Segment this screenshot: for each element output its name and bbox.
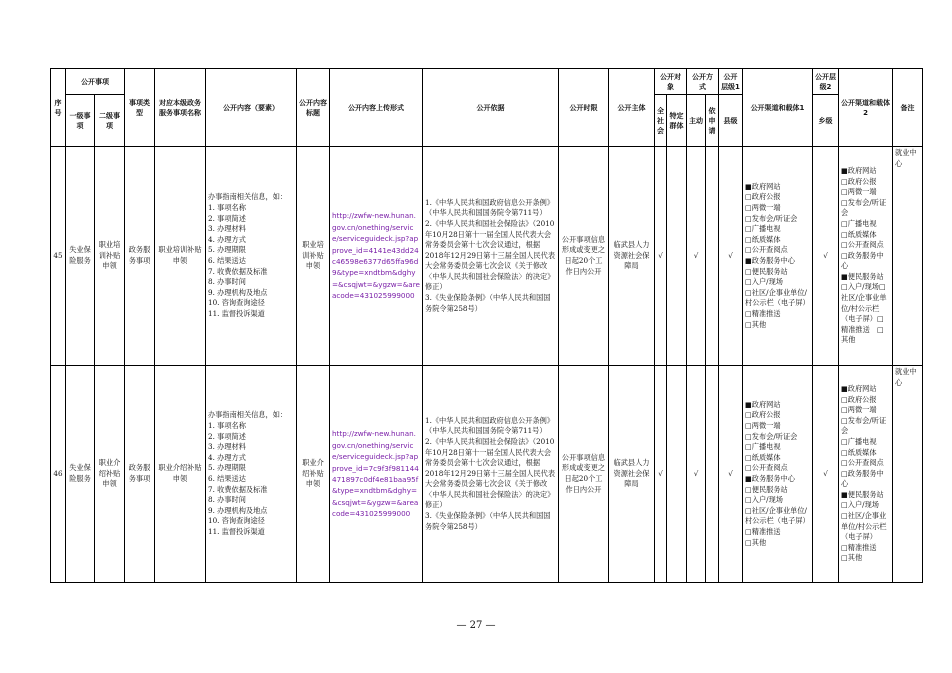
list-line: 11. 监督投诉渠道 [208, 526, 265, 536]
list-line: 8. 办事时间 [208, 495, 246, 505]
list-line: 11. 监督投诉渠道 [208, 308, 265, 318]
list-line: □发布会/听证会 [745, 431, 798, 441]
list-line: 5. 办理期限 [208, 463, 246, 473]
row-town-check: √ [813, 366, 839, 583]
list-line: □入户/现场 [745, 495, 783, 505]
row-remark: 就业中心 [893, 147, 923, 366]
list-line: □政务服务中心 [841, 250, 884, 271]
list-line: □发布会/听证会 [745, 213, 798, 223]
row-subject: 临武县人力资源社会保障局 [609, 366, 655, 583]
header-first-level: 一级事项 [66, 95, 95, 147]
list-line: 4. 办理方式 [208, 234, 246, 244]
list-line: ■政府网站 [841, 383, 877, 393]
list-line: □两微一端 [841, 187, 877, 197]
header-seq: 序号 [51, 69, 66, 147]
list-line: □精准推送 [841, 542, 877, 552]
list-line: □两微一端 [745, 421, 781, 431]
list-line: 5. 办理期限 [208, 245, 246, 255]
list-line: □政府公报 [745, 410, 781, 420]
row-content-title: 职业介绍补贴申领 [297, 366, 330, 583]
header-time-limit: 公开时限 [559, 69, 609, 147]
list-line: □政府公报 [745, 192, 781, 202]
list-line: ■便民服务站 [841, 489, 884, 499]
header-level2: 公开层级2 [813, 69, 839, 95]
list-line: □政府公报 [841, 176, 877, 186]
list-line: □公开查阅点 [745, 245, 788, 255]
list-line: □广播电视 [841, 436, 877, 446]
row-gov-service: 职业介绍补贴申领 [155, 366, 206, 583]
list-line: □入户/现场 [745, 277, 783, 287]
list-line: 3.《失业保险条例》（中华人民共和国国务院令第258号） [425, 293, 551, 313]
list-line: 1.《中华人民共和国政府信息公开条例》（中华人民共和国国务院令第711号） [425, 415, 555, 436]
list-line: □公开查阅点 [841, 240, 884, 250]
list-line: □纸质媒体 [745, 234, 781, 244]
list-line: 1.《中华人民共和国政府信息公开条例》（中华人民共和国国务院令第711号） [425, 197, 555, 218]
disclosure-table [50, 68, 923, 583]
row-method-request-check [706, 147, 719, 366]
list-line: 2. 事项简述 [208, 431, 246, 441]
header-target-specific: 特定群体 [667, 95, 687, 147]
row-guide-link[interactable]: http://zwfw-new.hunan.gov.cn/onething/service/serviceguideck.jsp?approve_id=4141e43dd24c46598e6377d65ffa96d9&type=xndtbm&dghy=&csqjwt=&ygzw=&areacode=431025999000 [330, 147, 423, 366]
list-line: ■政务服务中心 [745, 474, 795, 483]
list-line: □政务服务中心 [841, 468, 884, 489]
header-content: 公开内容（要素） [206, 69, 297, 147]
row-basis [423, 366, 559, 583]
list-line: □入户/现场□社区/企事业单位/村公示栏（电子屏）□精准推送 □其他 [841, 282, 887, 345]
list-line: 3. 办理材料 [208, 224, 246, 234]
row-county-check: √ [719, 366, 743, 583]
row-first-level: 失业保险服务 [66, 147, 95, 366]
list-line: □其他 [745, 537, 767, 547]
row-seq: 45 [51, 147, 66, 366]
list-line: 8. 办事时间 [208, 277, 246, 287]
list-line: □社区/企事业单位/村公示栏（电子屏） [745, 287, 810, 308]
list-line: □广播电视 [745, 442, 781, 452]
list-line: 办事指南相关信息，如： [208, 192, 288, 202]
list-line: □其他 [841, 553, 863, 563]
row-county-check: √ [719, 147, 743, 366]
row-remark: 就业中心 [893, 366, 923, 583]
header-method-request: 依申请 [706, 95, 719, 147]
row-content [206, 147, 297, 366]
list-line: □社区/企事业单位/村公示栏（电子屏） [841, 511, 887, 542]
header-gov-service: 对应本级政务服务事项名称 [155, 69, 206, 147]
row-basis [423, 147, 559, 366]
row-town-check: √ [813, 147, 839, 366]
table-row [51, 147, 923, 366]
row-second-level: 职业培训补贴申领 [95, 147, 125, 366]
row-time-limit: 公开事项信息形成或变更之日起20个工作日内公开 [559, 147, 609, 366]
list-line: □广播电视 [841, 218, 877, 228]
row-channel2 [839, 147, 893, 366]
list-line: □精准推送 [745, 526, 781, 536]
header-target-all: 全社会 [655, 95, 667, 147]
row-time-limit: 公开事项信息形成或变更之日起20个工作日内公开 [559, 366, 609, 583]
list-line: 9. 办理机构及地点 [208, 287, 268, 297]
list-line: 3. 办理材料 [208, 442, 246, 452]
list-line: 2.《中华人民共和国社会保险法》（2010年10月28日第十一届全国人民代表大会常务委员会第十七次会议通过，根据2018年12月29日第十三届全国人民代表大会常务委员会第七次会议《关于修改〈中华人民共和国社会保险法〉的决定》修正） [425, 436, 556, 510]
header-level2-town: 乡级 [813, 95, 839, 147]
header-channel1: 公开渠道和载体1 [743, 69, 813, 147]
list-line: □两微一端 [841, 405, 877, 415]
list-line: ■政府网站 [745, 181, 781, 191]
list-line: □纸质媒体 [745, 452, 781, 462]
list-line: 7. 收费依据及标准 [208, 266, 268, 276]
header-content-title: 公开内容标题 [297, 69, 330, 147]
page-number: — 27 — [456, 620, 496, 631]
header-method-active: 主动 [687, 95, 706, 147]
header-remark: 备注 [893, 69, 923, 147]
list-line: 办事指南相关信息，如： [208, 410, 288, 420]
header-level1: 公开层级1 [719, 69, 743, 95]
row-target-specific-check [667, 366, 687, 583]
list-line: □精准推送 [745, 308, 781, 318]
header-upload-form: 公开内容上传形式 [330, 69, 423, 147]
list-line: 1. 事项名称 [208, 421, 246, 431]
row-method-active-check: √ [687, 147, 706, 366]
row-channel2 [839, 366, 893, 583]
list-line: □公开查阅点 [745, 463, 788, 473]
row-content [206, 366, 297, 583]
header-second-level: 二级事项 [95, 95, 125, 147]
row-second-level: 职业介绍补贴申领 [95, 366, 125, 583]
row-content-title: 职业培训补贴申领 [297, 147, 330, 366]
list-line: □公开查阅点 [841, 458, 884, 468]
list-line: 6. 结果送达 [208, 474, 246, 483]
list-line: 6. 结果送达 [208, 256, 246, 265]
row-target-specific-check [667, 147, 687, 366]
header-channel2: 公开渠道和载体2 [839, 69, 893, 147]
list-line: 1. 事项名称 [208, 203, 246, 213]
list-line: □纸质媒体 [841, 229, 877, 239]
table-row [51, 366, 923, 583]
header-method: 公开方式 [687, 69, 719, 95]
list-line: ■政府网站 [841, 165, 877, 175]
list-line: ■政府网站 [745, 399, 781, 409]
row-method-request-check [706, 366, 719, 583]
list-line: 2. 事项简述 [208, 213, 246, 223]
list-line: 4. 办理方式 [208, 452, 246, 462]
list-line: □入户/现场 [841, 500, 879, 510]
list-line: □便民服务站 [745, 266, 788, 276]
row-target-all-check: √ [655, 366, 667, 583]
list-line: □发布会/听证会 [841, 415, 887, 436]
row-method-active-check: √ [687, 366, 706, 583]
list-line: 3.《失业保险条例》（中华人民共和国国务院令第258号） [425, 511, 551, 531]
list-line: 9. 办理机构及地点 [208, 505, 268, 515]
list-line: ■政务服务中心 [745, 256, 795, 265]
header-matter: 公开事项 [66, 69, 125, 95]
row-guide-link[interactable]: http://zwfw-new.hunan.gov.cn/onething/service/serviceguideck.jsp?approve_id=7c9f3f981144471897c0df4e81baa95f&type=xndtbm&dghy=&csqjwt=&ygzw=&areacode=431025999000 [330, 366, 423, 583]
list-line: □其他 [745, 319, 767, 329]
list-line: 7. 收费依据及标准 [208, 484, 268, 494]
list-line: □政府公报 [841, 394, 877, 404]
list-line: □两微一端 [745, 203, 781, 213]
header-subject: 公开主体 [609, 69, 655, 147]
header-basis: 公开依据 [423, 69, 559, 147]
list-line: ■便民服务站 [841, 271, 884, 281]
list-line: 10. 咨询查询途径 [208, 516, 265, 526]
row-subject: 临武县人力资源社会保障局 [609, 147, 655, 366]
list-line: 2.《中华人民共和国社会保险法》（2010年10月28日第十一届全国人民代表大会常务委员会第十七次会议通过，根据2018年12月29日第十三届全国人民代表大会常务委员会第七次会议《关于修改〈中华人民共和国社会保险法〉的决定》修正） [425, 218, 556, 292]
row-type: 政务服务事项 [125, 147, 155, 366]
row-seq: 46 [51, 366, 66, 583]
row-first-level: 失业保险服务 [66, 366, 95, 583]
list-line: □发布会/听证会 [841, 197, 887, 218]
list-line: □纸质媒体 [841, 447, 877, 457]
list-line: 10. 咨询查询途径 [208, 298, 265, 308]
row-gov-service: 职业培训补贴申领 [155, 147, 206, 366]
list-line: □便民服务站 [745, 484, 788, 494]
header-type: 事项类型 [125, 69, 155, 147]
list-line: □社区/企事业单位/村公示栏（电子屏） [745, 505, 810, 526]
header-target: 公开对象 [655, 69, 687, 95]
row-channel1 [743, 147, 813, 366]
row-type: 政务服务事项 [125, 366, 155, 583]
list-line: □广播电视 [745, 224, 781, 234]
row-channel1 [743, 366, 813, 583]
row-target-all-check: √ [655, 147, 667, 366]
header-level1-county: 县级 [719, 95, 743, 147]
